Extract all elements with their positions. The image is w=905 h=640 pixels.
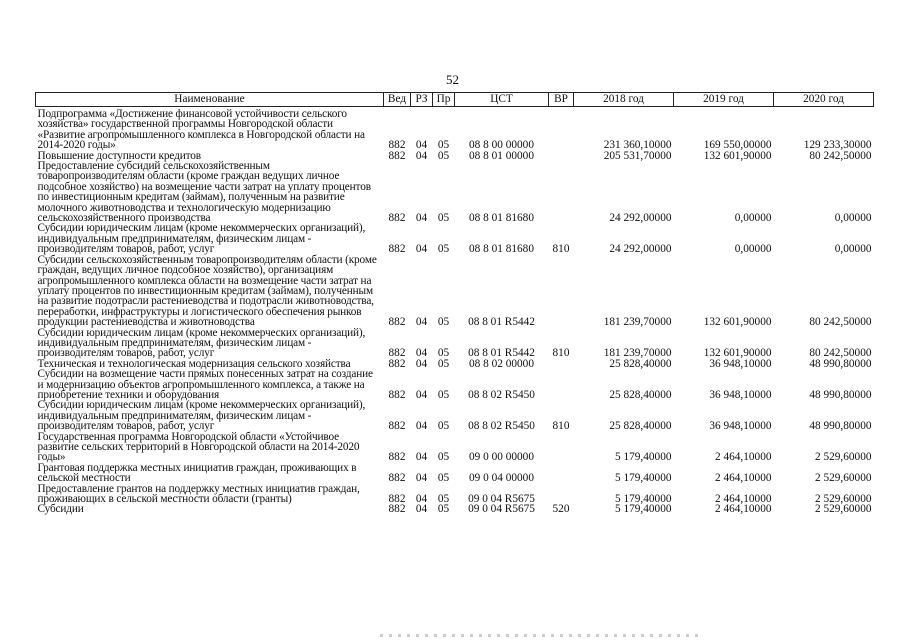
- table-row: [36, 161, 874, 223]
- row-ved: 882: [388, 243, 406, 256]
- row-rz: 04: [415, 420, 428, 433]
- table-row: [36, 255, 874, 328]
- row-2018-amount: 5 179,40000: [615, 451, 672, 464]
- row-ved: 882: [388, 420, 406, 433]
- row-name: Грантовая поддержка местных инициатив граждан, проживающих в сельской местности: [37, 461, 357, 485]
- row-name: Предоставление грантов на поддержку местных инициатив граждан, проживающих в сельской местности области (гранты): [37, 482, 360, 506]
- pr-header: Пр: [433, 93, 455, 107]
- row-name: Субсидии сельскохозяйственным товаропроизводителям области (кроме граждан, ведущих личное подсобное хозяйство), организациям агропромышленного комплекса области на возмещение части затрат на уплату процентов по инвестиционным кредитам (займам), полученным на развитие подотрасли растениеводства и подотрасли животноводства, переработки, инфраструктуры и логистического обеспечения рынков продукции растениеводства и животноводства: [37, 253, 377, 329]
- scan-artifact: [380, 634, 700, 637]
- row-name: Субсидии юридическим лицам (кроме некоммерческих организаций), индивидуальным предпринимателям, физическим лицам - производителям товаров, работ, услуг: [37, 222, 366, 256]
- row-ved: 882: [388, 347, 406, 360]
- row-pr: 05: [437, 149, 450, 162]
- cst-header: ЦСТ: [455, 93, 549, 107]
- row-2019-amount: 2 464,10000: [715, 503, 772, 516]
- row-pr: 05: [437, 503, 450, 516]
- row-name: Повышение доступности кредитов: [37, 149, 201, 162]
- row-cst: 08 8 00 00000: [469, 139, 534, 152]
- row-name: Предоставление субсидий сельскохозяйственным товаропроизводителям области (кроме граждан ведущих личное подсобное хозяйство) на возмещение части затрат на уплату процентов по инвестиционным кредитам (займам), полученным на развитие молочного животноводства и технологическую модернизацию сельскохозяйственного производства: [37, 160, 371, 225]
- table-row: [36, 328, 874, 359]
- row-rz: 04: [415, 357, 428, 370]
- row-cst: 08 8 01 R5442: [468, 316, 535, 329]
- row-ved: 882: [388, 139, 406, 152]
- row-name: Подпрограмма «Достижение финансовой устойчивости сельского хозяйства» государственной программы Новгородской области «Развитие агропромышленного комплекса в Новгородской области на 2014-2020 годы»: [37, 108, 365, 152]
- row-2020-amount: 2 529,60000: [815, 472, 872, 485]
- row-cst: 08 8 01 81680: [469, 212, 534, 225]
- row-rz: 04: [415, 139, 428, 152]
- year-2018-header: 2018 год: [574, 93, 674, 107]
- row-name: Субсидии юридическим лицам (кроме некоммерческих организаций), индивидуальным предпринимателям, физическим лицам - производителям товаров, работ, услуг: [37, 399, 366, 433]
- row-ved: 882: [388, 503, 406, 516]
- row-2019-amount: 169 550,00000: [703, 139, 772, 152]
- table-row: [36, 369, 874, 400]
- row-vr: 810: [552, 243, 570, 256]
- row-2020-amount: 80 242,50000: [809, 149, 872, 162]
- row-2020-amount: 2 529,60000: [815, 451, 872, 464]
- row-rz: 04: [415, 472, 428, 485]
- row-ved: 882: [388, 388, 406, 401]
- row-pr: 05: [437, 347, 450, 360]
- table-row: [36, 400, 874, 431]
- row-name: Государственная программа Новгородской области «Устойчивое развитие сельских территорий в Новгородской области на 2014-2020 годы»: [37, 430, 360, 464]
- row-vr: [549, 484, 574, 505]
- row-2019-amount: 0,00000: [734, 243, 772, 256]
- row-2018-amount: 24 292,00000: [609, 212, 672, 225]
- row-rz: 04: [415, 503, 428, 516]
- page-number: 52: [446, 72, 459, 87]
- row-rz: 04: [415, 451, 428, 464]
- row-2018-amount: 25 828,40000: [609, 357, 672, 370]
- year-2019-header: 2019 год: [674, 93, 774, 107]
- table-row: [36, 463, 874, 484]
- row-2020-amount: 48 990,80000: [809, 420, 872, 433]
- row-vr: [549, 463, 574, 484]
- row-vr: [549, 432, 574, 463]
- row-2019-amount: 132 601,90000: [703, 347, 772, 360]
- row-vr: [549, 359, 574, 369]
- row-cst: 08 8 02 R5450: [468, 420, 535, 433]
- row-vr: 810: [552, 420, 570, 433]
- row-2020-amount: 48 990,80000: [809, 357, 872, 370]
- row-pr: 05: [437, 139, 450, 152]
- rz-header: РЗ: [411, 93, 433, 107]
- row-2018-amount: 25 828,40000: [609, 388, 672, 401]
- row-ved: 882: [388, 316, 406, 329]
- row-ved: 882: [388, 357, 406, 370]
- row-cst: 08 8 01 00000: [469, 149, 534, 162]
- row-2019-amount: 132 601,90000: [703, 316, 772, 329]
- name-header: Наименование: [36, 93, 384, 107]
- table-row: [36, 223, 874, 254]
- row-pr: 05: [437, 357, 450, 370]
- row-vr: 810: [552, 347, 570, 360]
- row-cst: 08 8 01 R5442: [468, 347, 535, 360]
- row-cst: 08 8 01 81680: [469, 243, 534, 256]
- row-2020-amount: 2 529,60000: [815, 503, 872, 516]
- row-2020-amount: 80 242,50000: [809, 316, 872, 329]
- table-row: [36, 107, 874, 151]
- row-vr: [549, 107, 574, 151]
- row-vr: [549, 369, 574, 400]
- row-name: Субсидии: [37, 503, 84, 516]
- row-vr: [549, 151, 574, 161]
- row-2018-amount: 24 292,00000: [609, 243, 672, 256]
- row-2020-amount: 0,00000: [834, 243, 872, 256]
- row-2019-amount: 2 464,10000: [715, 451, 772, 464]
- row-vr: 520: [552, 503, 570, 516]
- row-ved: 882: [388, 149, 406, 162]
- ved-header: Вед: [384, 93, 411, 107]
- row-pr: 05: [437, 212, 450, 225]
- budget-table: [35, 92, 874, 515]
- row-rz: 04: [415, 347, 428, 360]
- row-2020-amount: 129 233,30000: [803, 139, 872, 152]
- year-2020-header: 2020 год: [774, 93, 874, 107]
- row-2019-amount: 0,00000: [734, 212, 772, 225]
- row-2020-amount: 80 242,50000: [809, 347, 872, 360]
- row-rz: 04: [415, 493, 428, 506]
- row-cst: 09 0 00 00000: [469, 451, 534, 464]
- row-vr: [549, 255, 574, 328]
- row-pr: 05: [437, 420, 450, 433]
- table-row: [36, 504, 874, 514]
- row-pr: 05: [437, 316, 450, 329]
- row-name: Техническая и технологическая модернизация сельского хозяйства: [37, 357, 351, 370]
- row-cst: 08 8 02 R5450: [468, 388, 535, 401]
- row-pr: 05: [437, 388, 450, 401]
- row-pr: 05: [437, 451, 450, 464]
- row-2018-amount: 205 531,70000: [603, 149, 672, 162]
- row-pr: 05: [437, 493, 450, 506]
- row-pr: 05: [437, 243, 450, 256]
- row-2019-amount: 36 948,10000: [709, 388, 772, 401]
- row-ved: 882: [388, 493, 406, 506]
- vr-header: ВР: [549, 93, 574, 107]
- table-row: [36, 484, 874, 505]
- row-2018-amount: 5 179,40000: [615, 472, 672, 485]
- row-2019-amount: 36 948,10000: [709, 357, 772, 370]
- table-body: [36, 107, 874, 515]
- row-2019-amount: 2 464,10000: [715, 493, 772, 506]
- row-name: Субсидии юридическим лицам (кроме некоммерческих организаций), индивидуальным предпринимателям, физическим лицам - производителям товаров, работ, услуг: [37, 326, 366, 360]
- row-rz: 04: [415, 316, 428, 329]
- row-cst: 08 8 02 00000: [469, 357, 534, 370]
- row-2018-amount: 181 239,70000: [603, 347, 672, 360]
- row-2020-amount: 48 990,80000: [809, 388, 872, 401]
- row-2019-amount: 2 464,10000: [715, 472, 772, 485]
- row-rz: 04: [415, 388, 428, 401]
- table-header-row: [36, 93, 874, 107]
- row-rz: 04: [415, 149, 428, 162]
- row-rz: 04: [415, 212, 428, 225]
- row-cst: 09 0 04 R5675: [468, 503, 535, 516]
- row-cst: 09 0 04 R5675: [468, 493, 535, 506]
- row-ved: 882: [388, 212, 406, 225]
- row-2019-amount: 36 948,10000: [709, 420, 772, 433]
- row-ved: 882: [388, 451, 406, 464]
- row-2018-amount: 231 360,10000: [603, 139, 672, 152]
- row-rz: 04: [415, 243, 428, 256]
- table-row: [36, 432, 874, 463]
- row-cst: 09 0 04 00000: [469, 472, 534, 485]
- row-2019-amount: 132 601,90000: [703, 149, 772, 162]
- row-2020-amount: 2 529,60000: [815, 493, 872, 506]
- row-name: Субсидии на возмещение части прямых понесенных затрат на создание и модернизацию объектов агропромышленного комплекса, а также на приобретение техники и оборудования: [37, 368, 373, 401]
- row-2018-amount: 5 179,40000: [615, 503, 672, 516]
- row-pr: 05: [437, 472, 450, 485]
- row-ved: 882: [388, 472, 406, 485]
- row-2020-amount: 0,00000: [834, 212, 872, 225]
- row-2018-amount: 181 239,70000: [603, 316, 672, 329]
- row-2018-amount: 5 179,40000: [615, 493, 672, 506]
- row-vr: [549, 161, 574, 223]
- row-2018-amount: 25 828,40000: [609, 420, 672, 433]
